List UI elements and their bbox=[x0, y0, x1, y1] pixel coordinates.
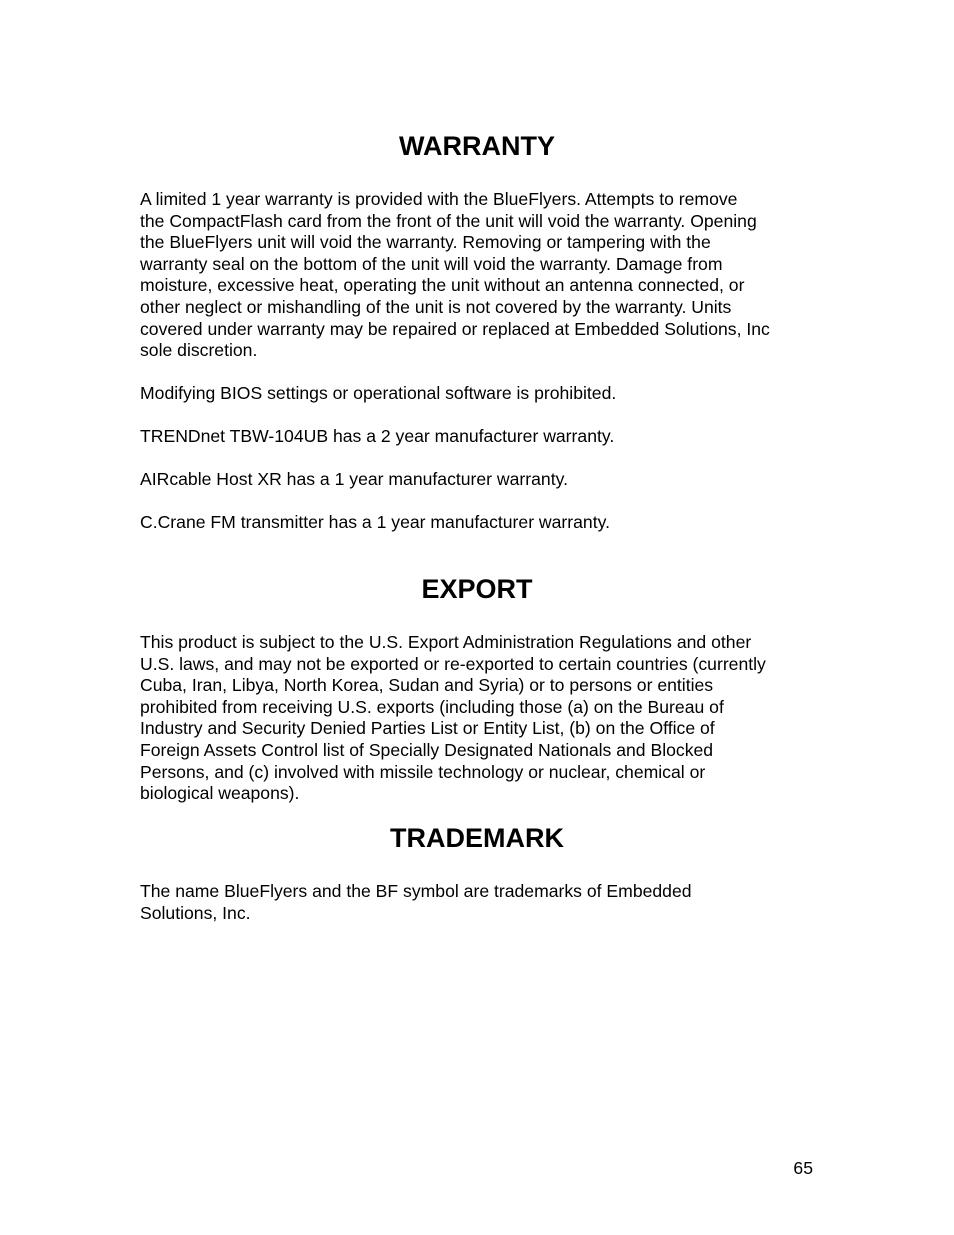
trademark-heading: TRADEMARK bbox=[390, 823, 564, 853]
bios-paragraph: Modifying BIOS settings or operational software is prohibited. bbox=[140, 383, 617, 403]
aircable-warranty-paragraph: AIRcable Host XR has a 1 year manufacturer warranty. bbox=[140, 469, 568, 489]
export-heading: EXPORT bbox=[421, 574, 533, 604]
ccrane-warranty-paragraph: C.Crane FM transmitter has a 1 year manufacturer warranty. bbox=[140, 512, 610, 532]
trademark-paragraph: The name BlueFlyers and the BF symbol are trademarks of Embedded Solutions, Inc. bbox=[140, 881, 692, 923]
trendnet-warranty-paragraph: TRENDnet TBW-104UB has a 2 year manufacturer warranty. bbox=[140, 426, 615, 446]
warranty-paragraph: A limited 1 year warranty is provided with the BlueFlyers. Attempts to remove the CompactFlash card from the front of the unit will void the warranty. Opening the BlueFlyers unit will void the warranty. Removing or tampering with the warranty seal on the bottom of the unit will void the warranty. Damage from moisture, excessive heat, operating the unit without an antenna connected, or other neglect or mishandling of the unit is not covered by the warranty. Units covered under warranty may be repaired or replaced at Embedded Solutions, Inc sole discretion. bbox=[140, 189, 770, 361]
page-number: 65 bbox=[793, 1158, 813, 1178]
warranty-heading: WARRANTY bbox=[399, 131, 555, 161]
export-paragraph: This product is subject to the U.S. Export Administration Regulations and other U.S. laws, and may not be exported or re-exported to certain countries (currently Cuba, Iran, Libya, North Korea, Sudan and Syria) or to persons or entities prohibited from receiving U.S. exports (including those (a) on the Bureau of Industry and Security Denied Parties List or Entity List, (b) on the Office of Foreign Assets Control list of Specially Designated Nationals and Blocked Persons, and (c) involved with missile technology or nuclear, chemical or biological weapons). bbox=[140, 632, 766, 804]
